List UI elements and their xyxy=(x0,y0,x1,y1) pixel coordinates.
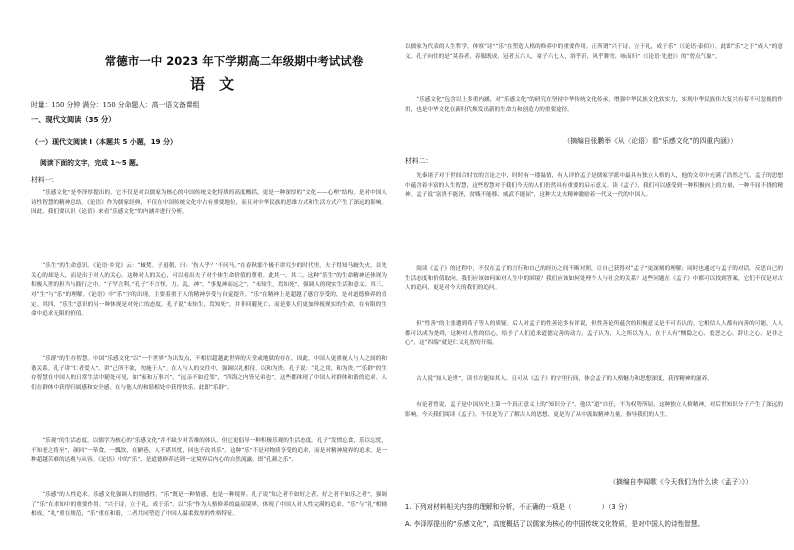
paragraph: 有论者曾说，孟子是中国历史上第一个真正意义上的“知识分子”，他以“道”自任，不为权势所屈，这种独立人格精神，对后世知识分子产生了深远的影响。今天我们阅读《孟子》，不仅是为了了解古人的思想，更是为了从中汲取精神力量，指导我们的人生。 xyxy=(405,402,783,418)
paragraph: “乐生”的生命意识。《论语·乡党》云：“厩焚。子退朝，曰：‘伤人乎？’不问马。”在春秋那个极不讲究少的时代里，夫子得知马厩失火，首先关心的却是人，而是出于对人的关心。这种对人的关心，可以看出夫子对个体生命价值的尊重。此其一。其二，这种“乐生”的生命精神还体现为积极入世的担当与践行之中。“子罕言利。”孔子“不言怪、力、乱、神”，“事鬼神而远之”，“未知生，焉知死”，强调人的现实生活和意义。其三，对“生”与“乐”的理解。《论语》中“乐”字的出现，主要着重于人的精神享受与自觉提升。“乐”在精神上是超越了感官享受的，是对道德修养的肯定。其四，“乐生”意识的另一种体现是对死亡的态度。孔子说“未知生，焉知死”，并非回避死亡，而是要人们更加珍视现实的生命，在有限的生命中追求无限的价值。 xyxy=(31,263,387,318)
source-citation: （摘编自李闻歌《今天我们为什么读〈孟子〉》） xyxy=(609,478,752,486)
option-a: A. 李泽厚提出的“乐感文化”，高度概括了以儒家为核心的中国传统文化特质，是对中国人的诗性智慧。 xyxy=(405,520,704,528)
question-stem: 1. 下列对材料相关内容的理解和分析，不正确的一项是（ xyxy=(405,503,572,511)
paragraph: 先秦诸子对于世间合时宜的言论之中，时时有一缕温情，有人评价孟子是儒家学派中最具有独立人格的人，他的文章中充满了浩然之气。孟子的思想中蕴含着丰富的人生智慧，这些智慧对于我们今天的人们仍然具有重要的启示意义。读《孟子》，我们可以感受到一种积极向上的力量，一种不屈不挠的精神。孟子说“富贵不能淫，贫贱不能移，威武不能屈”，这种大丈夫精神激励着一代又一代的中国人。 xyxy=(405,173,783,199)
material-label: 材料二： xyxy=(405,157,433,165)
right-column xyxy=(397,0,794,550)
paragraph: “乐群”的生存智慧。中国“乐感文化”以“一个世界”为出发点，不相信超越此世界的天堂或地狱的存在。因此，中国人更重视人与人之间的和谐关系。孔子讲“仁者爱人”，讲“己所不欲，勿施于人”。在人与人的交往中，强调以礼相待，以和为贵。孔子说：“礼之用，和为贵。”“乐群”的生存智慧在中国人的日常生活中随处可见，如“家和万事兴”，“远亲不如近邻”，“四海之内皆兄弟也”，这些都体现了中国人对群体和谐的追求。人们在群体中获得归属感和安全感，在与他人的和谐相处中获得快乐，此即“乐群”。 xyxy=(31,356,387,391)
paragraph: “乐感文化”是李泽厚提出的，它不仅是对以儒家为核心的中国传统文化特质的高度概括，更是一种深厚的“文化——心理”结构，是对中国人诗性智慧的精神总结。《论语》作为儒家经典，不仅在中国传统文化中占有重要地位，而且对中华民族的思维方式和生活方式产生了深远的影响。因此，我们要认识《论语》来看“乐感文化”的内涵并进行分析。 xyxy=(31,190,387,216)
subsection-heading: （一）现代文阅读 I（本题共 5 小题，19 分） xyxy=(31,138,177,146)
paragraph: 古人说“知人论世”，读书方能知其人。且可从《孟子》的字里行间，体会孟子的人格魅力和思想深度，获得精神的滋养。 xyxy=(416,376,713,382)
paragraph: “乐感文化”包含以上多重内涵，对“乐感文化”的研究在坚持中华传统文化传承，增强中华民族文化软实力，实现中华民族伟大复兴有着不可忽视的作用，也是中华文化在新时代焕发出新的生命力和创造力的重要途径。 xyxy=(405,97,783,113)
source-citation: （摘编自张鹏举《从〈论语〉看“乐感文化”的四重内涵》） xyxy=(563,137,737,145)
paragraph: “乐感”的人性追求。乐感文化强调人的情感性，“乐”既是一种情感，也是一种境界。孔子说“知之者不如好之者，好之者不如乐之者”，强调了“乐”在求知中的重要作用。“兴于诗，立于礼，成于乐”，以“乐”作为人格修养的最高境界，体现了中国人对人性完满的追求。“乐”与“礼”相辅相成，“礼”重在规范，“乐”重在和谐，二者共同塑造了中国人温柔敦厚的性格特征。 xyxy=(31,492,387,518)
paragraph: 但“性善”的主张遭到荀子等人的质疑。后人对孟子的性善论多有评说，但性善论所蕴含的积极意义是不可否认的。它相信人人都有向善的可能，人人都可以成为尧舜，这种对人性的信心，给予了人们追求道德完善的动力。孟子认为，人之所以为人，在于人有“恻隐之心、羞恶之心、辞让之心、是非之心”，这“四端”就是仁义礼智的开端。 xyxy=(405,321,783,347)
section-heading: 一、现代文阅读（35 分） xyxy=(31,115,116,124)
paragraph: 阅读《孟子》的过程中，不仅在孟子的言行和自己的经历之间不断对照，让自己获得对“孟子”更深刻的理解；同时也通过与孟子的对话，反思自己的生活态度和价值取向。我们应该如何面对人生中的困境？我们应该如何处理个人与社会的关系？这些问题在《孟子》中都可以找到答案，它们不仅是对古人的追问，更是对今天的我们的追问。 xyxy=(405,266,783,292)
exam-meta: 时量：150 分钟 满分：150 分命题人：高一语文备课组 xyxy=(31,101,200,109)
question-score: ）（3 分） xyxy=(601,503,632,511)
paragraph: 以儒家为代表的人生哲学，体察“诗”“乐”在塑造人格的修养中的重要作用。正所谓“兴于诗，立于礼，成于乐”（《论语·泰伯》），此即“乐”之于“成人”的意义。孔子向往的是“莫春者，春服既成，冠者五六人，童子六七人，浴乎沂，风乎舞雩，咏而归”（《论语·先进》）的“曾点气象”。 xyxy=(405,44,783,60)
question-1 xyxy=(405,501,631,511)
reading-instruction: 阅读下面的文字，完成 1～5 题。 xyxy=(40,159,143,167)
paragraph: “乐观”的生活态度。以儒学为核心的“乐感文化”并不缺少对苦难的体认，但它更倡导一种积极乐观的生活态度。孔子“发愤忘食，乐以忘忧，不知老之将至”，颜回“一箪食，一瓢饮，在陋巷，人不堪其忧，回也不改其乐”。这种“乐”不是对物质享受的追求，而是对精神境界的追求，是一种超越苦难的达观与从容。《论语》中的“乐”，是道德修养达到一定境界后内心的自然流露，即“孔颜之乐”。 xyxy=(31,438,387,464)
material-label: 材料一： xyxy=(31,176,59,184)
exam-title: 常德市一中 2023 年下学期高二年级期中考试试卷 xyxy=(104,54,364,68)
subject-title: 语文 xyxy=(190,75,249,93)
